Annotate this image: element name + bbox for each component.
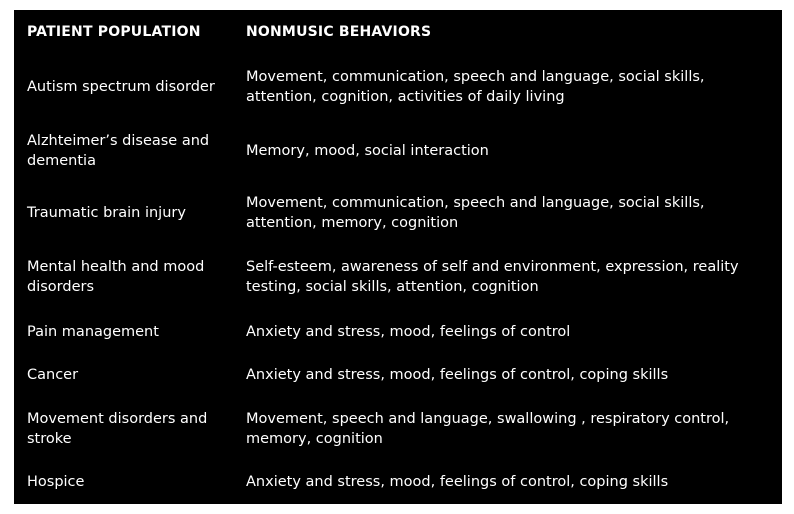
table-row <box>14 244 782 310</box>
table-row <box>14 396 782 462</box>
table-row <box>14 462 782 502</box>
header-patient-population: PATIENT POPULATION <box>27 24 201 40</box>
behaviors-cell: Anxiety and stress, mood, feelings of control <box>246 323 571 340</box>
behaviors-cell: Memory, mood, social interaction <box>246 143 489 159</box>
population-cell: Alzhteimer’s disease and dementia <box>27 133 210 169</box>
population-cell: Hospice <box>27 474 85 490</box>
population-cell: Movement disorders and stroke <box>27 411 208 447</box>
population-cell: Traumatic brain injury <box>27 205 186 221</box>
behaviors-cell: Movement, communication, speech and language, social skills, attention, memory, cognition <box>246 195 705 231</box>
therapy-table <box>14 10 782 504</box>
behaviors-cell: Anxiety and stress, mood, feelings of control, coping skills <box>246 474 669 490</box>
table-row <box>14 353 782 396</box>
population-cell: Pain management <box>27 323 159 340</box>
behaviors-cell: Self-esteem, awareness of self and environment, expression, reality testing, social skills, attention, cognition <box>246 259 739 295</box>
behaviors-cell: Movement, communication, speech and language, social skills, attention, cognition, activities of daily living <box>246 69 705 105</box>
behaviors-cell: Movement, speech and language, swallowing , respiratory control, memory, cognition <box>246 411 730 447</box>
table-row <box>14 310 782 353</box>
population-cell: Autism spectrum disorder <box>27 79 215 95</box>
population-cell: Mental health and mood disorders <box>27 259 205 295</box>
table-header <box>14 10 782 54</box>
header-nonmusic-behaviors: NONMUSIC BEHAVIORS <box>246 24 432 40</box>
table-row <box>14 54 782 120</box>
table-row <box>14 182 782 244</box>
table-row <box>14 120 782 182</box>
population-cell: Cancer <box>27 366 79 383</box>
behaviors-cell: Anxiety and stress, mood, feelings of control, coping skills <box>246 366 669 383</box>
